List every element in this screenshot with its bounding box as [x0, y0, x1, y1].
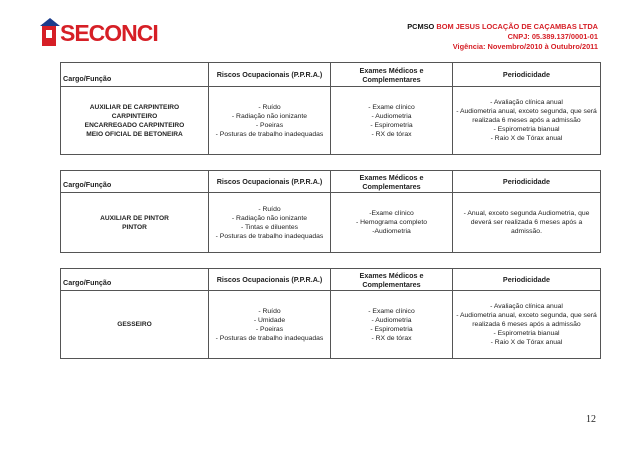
company-name: BOM JESUS LOCAÇÃO DE CAÇAMBAS LTDA — [436, 22, 598, 31]
risco-item: - Posturas de trabalho inadequadas — [215, 130, 324, 138]
header-cargo: Cargo/Função — [61, 171, 209, 193]
risco-item: - Ruído — [258, 205, 281, 213]
risco-item: - Umidade — [253, 316, 286, 324]
header-cargo: Cargo/Função — [61, 269, 209, 291]
exame-item: - RX de tórax — [371, 130, 412, 138]
page-number: 12 — [586, 414, 596, 425]
roles-cell — [61, 87, 209, 155]
role-item: PINTOR — [122, 223, 147, 231]
exames-cell — [331, 193, 453, 253]
header-periodicidade: Periodicidade — [453, 171, 601, 193]
period-item: - Raio X de Tórax anual — [490, 135, 563, 142]
header-riscos: Riscos Ocupacionais (P.P.R.A.) — [209, 269, 331, 291]
header-exames: Exames Médicos e Complementares — [331, 63, 453, 87]
role-item: GESSEIRO — [117, 321, 152, 328]
roles-cell — [61, 193, 209, 253]
exame-item: - Espirometria — [370, 121, 413, 129]
header-riscos: Riscos Ocupacionais (P.P.R.A.) — [209, 63, 331, 87]
exame-item: -Exame clínico — [369, 210, 414, 217]
period-item: - Raio X de Tórax anual — [490, 339, 563, 346]
exames-cell — [331, 87, 453, 155]
roles-cell — [61, 291, 209, 359]
header-periodicidade: Periodicidade — [453, 63, 601, 87]
header-riscos: Riscos Ocupacionais (P.P.R.A.) — [209, 171, 331, 193]
pcmso-label: PCMSO — [407, 22, 435, 31]
occupational-table-3 — [60, 268, 601, 359]
exame-item: - Exame clínico — [368, 307, 415, 315]
header-exames: Exames Médicos e Complementares — [331, 171, 453, 193]
exame-item: - Espirometria — [370, 325, 413, 333]
header-exames: Exames Médicos e Complementares — [331, 269, 453, 291]
riscos-cell — [209, 193, 331, 253]
seconci-logo — [38, 14, 188, 54]
period-item: - Espirometria bianual — [493, 126, 560, 133]
period-item: - Espirometria bianual — [493, 330, 560, 337]
riscos-cell — [209, 87, 331, 155]
role-item: MEIO OFICIAL DE BETONEIRA — [86, 130, 183, 138]
riscos-cell — [209, 291, 331, 359]
risco-item: - Ruído — [258, 103, 281, 111]
role-item: AUXILIAR DE CARPINTEIRO — [89, 103, 180, 111]
role-item: ENCARREGADO CARPINTEIRO — [84, 121, 185, 129]
risco-item: - Poeiras — [255, 121, 284, 129]
exames-cell — [331, 291, 453, 359]
validity-period: Vigência: Novembro/2010 à Outubro/2011 — [452, 42, 598, 51]
exame-item: - RX de tórax — [371, 334, 412, 342]
logo-text: SECONCI — [60, 20, 158, 46]
periodicidade-cell — [453, 87, 601, 155]
risco-item: - Posturas de trabalho inadequadas — [215, 232, 324, 240]
exame-item: - Hemograma completo — [355, 219, 427, 226]
document-header — [407, 22, 598, 52]
periodicidade-cell — [453, 291, 601, 359]
periodicidade-cell — [453, 193, 601, 253]
risco-item: - Radiação não ionizante — [231, 112, 308, 120]
period-item: - Audiometria anual, exceto segunda, que será realizada 6 meses após a admissão — [456, 108, 597, 124]
occupational-table-1 — [60, 62, 601, 155]
role-item: CARPINTEIRO — [111, 112, 158, 120]
company-cnpj: CNPJ: 05.389.137/0001-01 — [507, 32, 598, 41]
exame-item: - Audiometria — [371, 112, 412, 120]
exame-item: - Audiometria — [371, 316, 412, 324]
role-item: AUXILIAR DE PINTOR — [100, 214, 169, 222]
risco-item: - Radiação não ionizante — [231, 214, 308, 222]
exame-item: - Exame clínico — [368, 103, 415, 111]
period-item: - Audiometria anual, exceto segunda, que será realizada 6 meses após a admissão — [456, 312, 597, 328]
period-item: - Anual, exceto segunda Audiometria, que deverá ser realizada 6 meses após a admissão. — [463, 210, 590, 235]
exame-item: -Audiometria — [372, 228, 411, 235]
occupational-table-2 — [60, 170, 601, 253]
risco-item: - Posturas de trabalho inadequadas — [215, 334, 324, 342]
period-item: - Avaliação clínica anual — [490, 303, 563, 310]
period-item: - Avaliação clínica anual — [490, 99, 563, 106]
header-cargo: Cargo/Função — [61, 63, 209, 87]
risco-item: - Ruído — [258, 307, 281, 315]
risco-item: - Tintas e diluentes — [240, 223, 299, 231]
risco-item: - Poeiras — [255, 325, 284, 333]
header-periodicidade: Periodicidade — [453, 269, 601, 291]
